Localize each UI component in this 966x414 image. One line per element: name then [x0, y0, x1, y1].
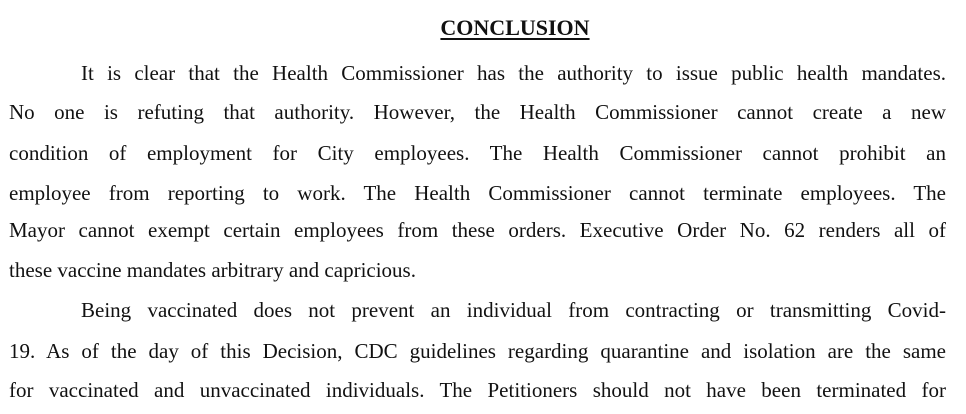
text-line: these vaccine mandates arbitrary and capricious. — [9, 258, 416, 282]
text-line: condition of employment for City employees. The Health Commissioner cannot prohibit an — [9, 141, 946, 165]
text-line: No one is refuting that authority. However, the Health Commissioner cannot create a new — [9, 100, 946, 124]
text-line: It is clear that the Health Commissioner has the authority to issue public health mandates. — [81, 61, 946, 85]
text-line: Being vaccinated does not prevent an individual from contracting or transmitting Covid- — [81, 298, 946, 322]
section-heading: CONCLUSION — [440, 15, 590, 40]
text-line: employee from reporting to work. The Health Commissioner cannot terminate employees. The — [9, 181, 946, 205]
text-line: Mayor cannot exempt certain employees from these orders. Executive Order No. 62 renders all of — [9, 218, 946, 242]
text-line: for vaccinated and unvaccinated individuals. The Petitioners should not have been terminated for — [9, 378, 946, 402]
text-line: 19. As of the day of this Decision, CDC guidelines regarding quarantine and isolation are the same — [9, 339, 946, 363]
